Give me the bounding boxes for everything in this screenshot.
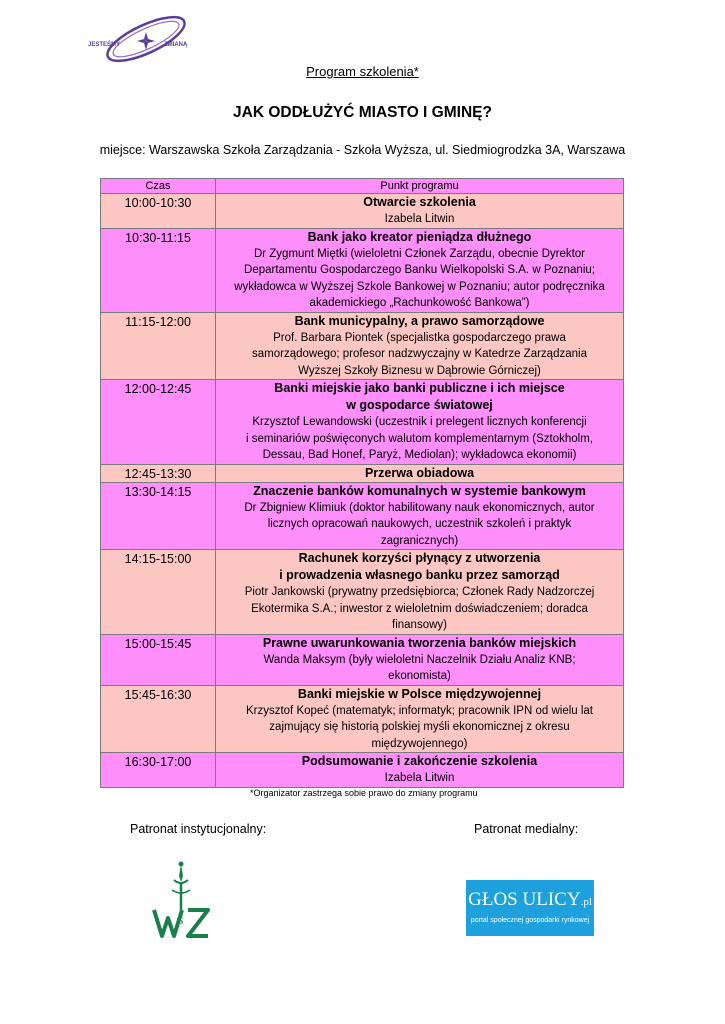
- logo-right-text: ZMIANĄ: [164, 42, 188, 48]
- glos-ulicy-logo: [466, 880, 594, 936]
- row-session-title: Banki miejskie jako banki publiczne i ich miejsce: [274, 381, 565, 395]
- row-time-cell: [101, 312, 216, 380]
- table-row: [101, 685, 624, 753]
- row-time: 15:45-16:30: [124, 687, 192, 702]
- row-session-title: w gospodarce światowej: [346, 398, 493, 412]
- header-program: Punkt programu: [216, 179, 624, 194]
- row-speaker-description: ekonomista): [388, 670, 451, 682]
- row-program-cell: [216, 753, 624, 788]
- row-program-cell: [216, 482, 624, 550]
- row-session-title: i prowadzenia własnego banku przez samorząd: [279, 568, 560, 582]
- institutional-patronage-label: Patronat instytucjonalny:: [130, 822, 267, 836]
- row-session-title: Banki miejskie w Polsce międzywojennej: [297, 686, 542, 701]
- footnote: *Organizator zastrzega sobie prawo do zmiany programu: [250, 788, 478, 798]
- row-program-cell: [216, 312, 624, 380]
- row-speaker-description: Wyższej Szkoły Biznesu w Dąbrowie Górniczej): [298, 364, 541, 377]
- table-row: [101, 228, 624, 312]
- row-speaker-description: Izabela Litwin: [384, 772, 455, 784]
- row-speaker-description: Dr Zygmunt Miętki (wieloletni Członek Zarządu, obecnie Dyrektor: [253, 247, 586, 260]
- program-table: [100, 178, 624, 788]
- media-logo-title2: ULICY: [522, 889, 581, 910]
- row-time-cell: [101, 380, 216, 465]
- row-time-cell: [101, 464, 216, 482]
- row-time: 12:00-12:45: [124, 382, 192, 396]
- row-session-title: Prawne uwarunkowania tworzenia banków miejskich: [262, 635, 577, 650]
- row-speaker-description: finansowy): [392, 619, 447, 631]
- table-header-row: [101, 179, 624, 194]
- row-time: 10:00-10:30: [124, 196, 192, 210]
- row-speaker-description: akademickiego „Rachunkowość Bankowa”): [309, 297, 530, 309]
- row-time: 13:30-14:15: [124, 484, 192, 499]
- row-speaker-description: Izabela Litwin: [384, 213, 455, 225]
- row-speaker-description: Krzysztof Kopeć (matematyk; informatyk; pracownik IPN od wielu lat: [245, 704, 594, 717]
- row-time-cell: [101, 482, 216, 550]
- row-speaker-description: wykładowca w Wyższej Szkole Bankowej w Poznaniu; autor podręcznika: [234, 280, 605, 293]
- row-session-title: Znaczenie banków komunalnych w systemie bankowym: [253, 483, 586, 498]
- row-speaker-description: samorządowego; profesor nadzwyczajny w Katedrze Zarządzania: [252, 348, 587, 360]
- media-logo-suffix: .pl: [580, 896, 592, 908]
- row-time: 15:00-15:45: [124, 636, 192, 651]
- row-speaker-description: Ekotermika S.A.; inwestor z wieloletnim doświadczeniem; doradca: [251, 602, 588, 615]
- row-speaker-description: Dr Zbigniew Klimiuk (doktor habilitowany nauk ekonomicznych, autor: [244, 501, 595, 514]
- row-time-cell: [101, 753, 216, 788]
- row-speaker-description: Prof. Barbara Piontek (specjalistka gospodarczego prawa: [273, 331, 566, 344]
- row-speaker-description: Wanda Maksym (były wieloletni Naczelnik Działu Analiz KNB;: [263, 653, 576, 666]
- row-program-cell: [216, 194, 624, 229]
- row-time-cell: [101, 550, 216, 635]
- table-row: [101, 753, 624, 788]
- table-row: [101, 194, 624, 229]
- row-speaker-description: i seminariów poświęconych walutom komplementarnym (Sztokholm,: [245, 432, 594, 445]
- row-speaker-description: Krzysztof Lewandowski (uczestnik i prelegent licznych konferencji: [252, 416, 587, 428]
- row-time: 14:15-15:00: [124, 552, 192, 566]
- row-speaker-description: zagranicznych): [380, 534, 459, 547]
- table-row: [101, 634, 624, 685]
- table-row: [101, 550, 624, 635]
- svg-text:s: s: [178, 913, 184, 928]
- row-speaker-description: zajmujący się historią polskiej myśli ekonomicznej z okresu: [269, 721, 570, 733]
- row-speaker-description: Departamentu Gospodarczego Banku Wielkopolski S.A. w Poznaniu;: [244, 264, 595, 276]
- row-session-title: Bank jako kreator pieniądza dłużnego: [307, 229, 532, 244]
- row-time-cell: [101, 228, 216, 312]
- row-program-cell: [216, 685, 624, 753]
- organizer-logo: [84, 14, 204, 64]
- venue-line: miejsce: Warszawska Szkoła Zarządzania - Szkoła Wyższa, ul. Siedmiogrodzka 3A, Warszawa: [99, 143, 626, 157]
- row-program-cell: [216, 464, 624, 482]
- document-title: JAK ODDŁUŻYĆ MIASTO I GMINĘ?: [233, 104, 492, 121]
- row-program-cell: [216, 380, 624, 465]
- table-row: [101, 482, 624, 550]
- row-speaker-description: Dessau, Bad Honef, Paryż, Mediolan); wykładowca ekonomii): [262, 449, 577, 461]
- row-time-cell: [101, 194, 216, 229]
- media-logo-subtitle: portal społecznej gospodarki rynkowej: [470, 917, 590, 924]
- row-time-cell: [101, 685, 216, 753]
- row-speaker-description: licznych opracowań naukowych, uczestnik szkoleń i praktyk: [267, 518, 572, 530]
- row-time: 11:15-12:00: [125, 314, 191, 329]
- row-session-title: Otwarcie szkolenia: [363, 195, 476, 209]
- row-time: 16:30-17:00: [124, 755, 192, 769]
- row-speaker-description: międzywojennego): [371, 737, 468, 750]
- table-row: [101, 380, 624, 465]
- row-time: 12:45-13:30: [124, 466, 192, 481]
- row-session-title: Przerwa obiadowa: [364, 465, 475, 480]
- table-row: [101, 312, 624, 380]
- row-time-cell: [101, 634, 216, 685]
- row-session-title: Rachunek korzyści płynący z utworzenia: [298, 551, 541, 565]
- row-program-cell: [216, 634, 624, 685]
- logo-left-text: JESTEŚMY: [88, 42, 121, 48]
- wsz-logo: [150, 860, 212, 940]
- row-program-cell: [216, 550, 624, 635]
- media-patronage-label: Patronat medialny:: [474, 822, 579, 836]
- row-program-cell: [216, 228, 624, 312]
- row-session-title: Podsumowanie i zakończenie szkolenia: [301, 754, 538, 768]
- header-time: Czas: [101, 179, 216, 194]
- table-row: [101, 464, 624, 482]
- row-time: 10:30-11:15: [125, 230, 191, 245]
- row-session-title: Bank municypalny, a prawo samorządowe: [294, 313, 545, 328]
- row-speaker-description: Piotr Jankowski (prywatny przedsiębiorca; Członek Rady Nadzorczej: [244, 586, 595, 598]
- document-subtitle: Program szkolenia*: [306, 64, 419, 79]
- media-logo-title: GŁOS: [468, 889, 518, 910]
